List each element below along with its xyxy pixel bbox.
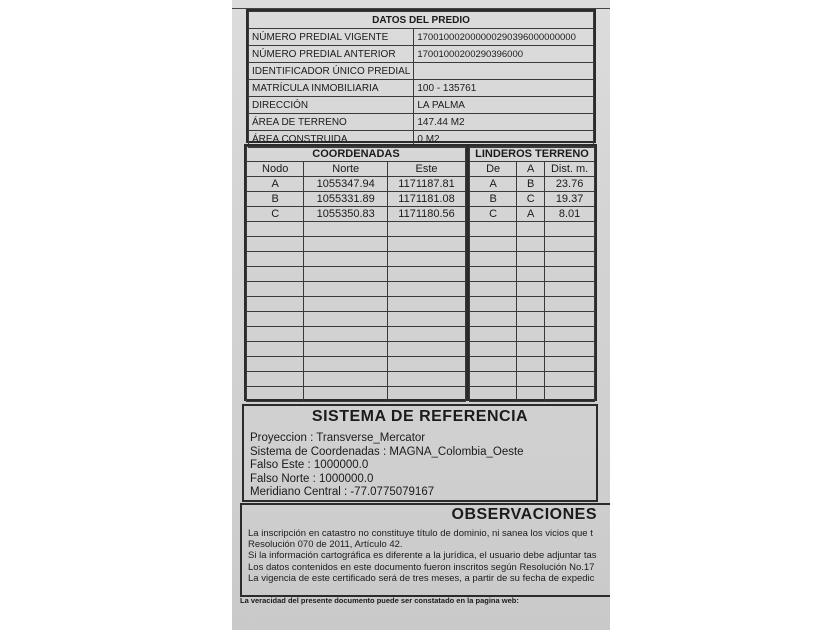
linderos-cell bbox=[545, 237, 595, 252]
linderos-cell: 8.01 bbox=[545, 207, 595, 222]
linderos-cell bbox=[470, 327, 517, 342]
predio-row bbox=[249, 97, 594, 114]
linderos-column-header: A bbox=[517, 162, 545, 177]
linderos-cell bbox=[470, 222, 517, 237]
coordenadas-cell bbox=[247, 282, 304, 297]
coordenadas-cell bbox=[388, 357, 466, 372]
upper-sheet-edge bbox=[232, 0, 610, 9]
coordenadas-cell bbox=[388, 297, 466, 312]
linderos-title: LINDEROS TERRENO bbox=[470, 147, 595, 162]
linderos-row bbox=[470, 282, 595, 297]
linderos-cell bbox=[545, 297, 595, 312]
footer-note: La veracidad del presente documento puede ser constatado en la pagina web: bbox=[240, 596, 519, 605]
linderos-cell: A bbox=[517, 207, 545, 222]
coordenadas-row bbox=[247, 207, 466, 222]
linderos-cell bbox=[545, 267, 595, 282]
coordenadas-cell bbox=[388, 387, 466, 402]
linderos-row bbox=[470, 327, 595, 342]
coordenadas-cell bbox=[304, 237, 388, 252]
predio-value: LA PALMA bbox=[414, 97, 594, 114]
coordenadas-cell bbox=[247, 327, 304, 342]
coordenadas-cell: 1055350.83 bbox=[304, 207, 388, 222]
coordenadas-cell bbox=[388, 237, 466, 252]
referencia-line: Falso Norte : 1000000.0 bbox=[250, 472, 374, 485]
linderos-cell bbox=[517, 222, 545, 237]
linderos-table bbox=[469, 146, 595, 402]
linderos-cell bbox=[470, 252, 517, 267]
coordenadas-cell bbox=[247, 297, 304, 312]
coordenadas-row bbox=[247, 222, 466, 237]
linderos-cell: A bbox=[470, 177, 517, 192]
predio-value: 17001000200290396000 bbox=[414, 46, 594, 63]
coordenadas-cell bbox=[388, 312, 466, 327]
observaciones-title: OBSERVACIONES bbox=[451, 506, 597, 523]
coordenadas-cell bbox=[304, 372, 388, 387]
linderos-cell bbox=[470, 237, 517, 252]
coordenadas-cell: 1171181.08 bbox=[388, 192, 466, 207]
linderos-cell bbox=[470, 357, 517, 372]
linderos-cell bbox=[517, 327, 545, 342]
linderos-cell bbox=[470, 297, 517, 312]
coordenadas-row bbox=[247, 192, 466, 207]
coordenadas-section bbox=[244, 144, 468, 401]
linderos-cell bbox=[517, 342, 545, 357]
predio-label: NÚMERO PREDIAL VIGENTE bbox=[249, 29, 414, 46]
linderos-cell bbox=[517, 372, 545, 387]
coordenadas-cell bbox=[304, 267, 388, 282]
linderos-cell bbox=[517, 252, 545, 267]
linderos-cell bbox=[470, 372, 517, 387]
predio-row bbox=[249, 80, 594, 97]
linderos-cell: C bbox=[470, 207, 517, 222]
coordenadas-cell bbox=[247, 387, 304, 402]
coordenadas-cell bbox=[247, 312, 304, 327]
linderos-cell bbox=[517, 267, 545, 282]
observacion-line: La vigencia de este certificado será de tres meses, a partir de su fecha de expedic bbox=[248, 572, 595, 584]
linderos-cell bbox=[545, 222, 595, 237]
predio-value: 147.44 M2 bbox=[414, 114, 594, 131]
linderos-column-header: De bbox=[470, 162, 517, 177]
linderos-cell: 23.76 bbox=[545, 177, 595, 192]
coordenadas-cell bbox=[304, 357, 388, 372]
linderos-cell bbox=[517, 282, 545, 297]
coordenadas-cell: B bbox=[247, 192, 304, 207]
coordenadas-cell: 1171187.81 bbox=[388, 177, 466, 192]
linderos-cell bbox=[545, 327, 595, 342]
predio-label: IDENTIFICADOR ÚNICO PREDIAL bbox=[249, 63, 414, 80]
coordenadas-cell bbox=[247, 342, 304, 357]
linderos-cell: C bbox=[517, 192, 545, 207]
linderos-cell bbox=[545, 312, 595, 327]
linderos-row bbox=[470, 267, 595, 282]
predio-value bbox=[414, 63, 594, 80]
coordenadas-title: COORDENADAS bbox=[247, 147, 466, 162]
linderos-row bbox=[470, 177, 595, 192]
coordenadas-row bbox=[247, 177, 466, 192]
coordenadas-cell bbox=[388, 267, 466, 282]
coordenadas-cell bbox=[247, 222, 304, 237]
datos-predio-table bbox=[248, 11, 594, 148]
coordenadas-cell bbox=[247, 267, 304, 282]
coordenadas-cell bbox=[247, 372, 304, 387]
coordenadas-row bbox=[247, 387, 466, 402]
linderos-row bbox=[470, 372, 595, 387]
observaciones-section bbox=[240, 503, 610, 597]
coordenadas-row bbox=[247, 357, 466, 372]
background-right bbox=[610, 0, 840, 630]
coordenadas-row bbox=[247, 327, 466, 342]
linderos-cell bbox=[517, 237, 545, 252]
linderos-cell bbox=[517, 387, 545, 402]
coordenadas-row bbox=[247, 237, 466, 252]
linderos-cell bbox=[517, 312, 545, 327]
linderos-cell bbox=[470, 267, 517, 282]
predio-label: DIRECCIÓN bbox=[249, 97, 414, 114]
linderos-cell bbox=[470, 282, 517, 297]
coordenadas-column-header: Este bbox=[388, 162, 466, 177]
linderos-row bbox=[470, 312, 595, 327]
predio-label: ÁREA DE TERRENO bbox=[249, 114, 414, 131]
linderos-cell bbox=[470, 312, 517, 327]
datos-predio-title: DATOS DEL PREDIO bbox=[249, 12, 594, 29]
coordenadas-cell: 1171180.56 bbox=[388, 207, 466, 222]
coordenadas-cell bbox=[304, 327, 388, 342]
coordenadas-cell: 1055331.89 bbox=[304, 192, 388, 207]
observacion-line: Si la información cartográfica es diferente a la jurídica, el usuario debe adjuntar tas bbox=[248, 550, 597, 562]
predio-label: MATRÍCULA INMOBILIARIA bbox=[249, 80, 414, 97]
coordenadas-row bbox=[247, 372, 466, 387]
referencia-line: Falso Este : 1000000.0 bbox=[250, 459, 369, 471]
background-left bbox=[0, 0, 232, 630]
predio-value: 100 - 135761 bbox=[414, 80, 594, 97]
predio-row bbox=[249, 46, 594, 63]
coordenadas-cell: 1055347.94 bbox=[304, 177, 388, 192]
linderos-section bbox=[467, 144, 597, 401]
linderos-row bbox=[470, 207, 595, 222]
predio-row bbox=[249, 29, 594, 46]
predio-label: NÚMERO PREDIAL ANTERIOR bbox=[249, 46, 414, 63]
coordenadas-column-header: Nodo bbox=[247, 162, 304, 177]
coordenadas-cell bbox=[388, 222, 466, 237]
sistema-referencia-section bbox=[242, 404, 598, 502]
referencia-line: Proyeccion : Transverse_Mercator bbox=[250, 432, 426, 444]
coordenadas-row bbox=[247, 312, 466, 327]
coordenadas-cell bbox=[304, 222, 388, 237]
linderos-cell: B bbox=[517, 177, 545, 192]
sistema-referencia-title: SISTEMA DE REFERENCIA bbox=[311, 408, 529, 425]
linderos-row bbox=[470, 252, 595, 267]
datos-predio-section bbox=[246, 9, 596, 143]
coordenadas-cell bbox=[247, 252, 304, 267]
linderos-cell bbox=[517, 357, 545, 372]
linderos-cell bbox=[545, 372, 595, 387]
linderos-column-header: Dist. m. bbox=[545, 162, 595, 177]
coordenadas-cell bbox=[304, 252, 388, 267]
linderos-row bbox=[470, 222, 595, 237]
linderos-cell bbox=[545, 252, 595, 267]
certificate-document bbox=[232, 0, 610, 630]
coordenadas-cell bbox=[247, 357, 304, 372]
linderos-cell bbox=[545, 342, 595, 357]
linderos-row bbox=[470, 297, 595, 312]
coordenadas-cell bbox=[388, 327, 466, 342]
coordenadas-cell bbox=[304, 342, 388, 357]
coordenadas-row bbox=[247, 252, 466, 267]
coordenadas-row bbox=[247, 282, 466, 297]
coordenadas-cell: C bbox=[247, 207, 304, 222]
referencia-line: Meridiano Central : -77.0775079167 bbox=[250, 486, 435, 498]
predio-value: 0 M2 bbox=[414, 131, 594, 148]
coordenadas-table bbox=[246, 146, 466, 402]
linderos-row bbox=[470, 387, 595, 402]
predio-label: ÁREA CONSTRUIDA bbox=[249, 131, 414, 148]
coordenadas-cell bbox=[304, 387, 388, 402]
linderos-row bbox=[470, 237, 595, 252]
coordenadas-cell bbox=[388, 282, 466, 297]
coordenadas-cell bbox=[304, 282, 388, 297]
linderos-cell bbox=[470, 342, 517, 357]
coordenadas-row bbox=[247, 297, 466, 312]
coordenadas-row bbox=[247, 342, 466, 357]
coordenadas-cell bbox=[247, 237, 304, 252]
linderos-cell bbox=[545, 357, 595, 372]
observacion-line: Resolución 070 de 2011, Artículo 42. bbox=[248, 539, 403, 551]
predio-row bbox=[249, 63, 594, 80]
coordenadas-cell bbox=[304, 312, 388, 327]
coordenadas-row bbox=[247, 267, 466, 282]
linderos-cell: 19.37 bbox=[545, 192, 595, 207]
coordenadas-column-header: Norte bbox=[304, 162, 388, 177]
observacion-line: La inscripción en catastro no constituye título de dominio, ni sanea los vicios que t bbox=[248, 528, 593, 539]
coordenadas-cell bbox=[388, 342, 466, 357]
linderos-row bbox=[470, 342, 595, 357]
coordenadas-cell: A bbox=[247, 177, 304, 192]
coordenadas-cell bbox=[388, 372, 466, 387]
observacion-line: Los datos contenidos en este documento fueron inscritos según Resolución No.17 bbox=[248, 561, 595, 573]
coordenadas-cell bbox=[304, 297, 388, 312]
referencia-line: Sistema de Coordenadas : MAGNA_Colombia_Oeste bbox=[250, 445, 524, 458]
predio-row bbox=[249, 114, 594, 131]
linderos-row bbox=[470, 357, 595, 372]
linderos-cell bbox=[517, 297, 545, 312]
linderos-cell bbox=[545, 282, 595, 297]
linderos-row bbox=[470, 192, 595, 207]
linderos-cell bbox=[545, 387, 595, 402]
linderos-cell bbox=[470, 387, 517, 402]
linderos-cell: B bbox=[470, 192, 517, 207]
coordenadas-cell bbox=[388, 252, 466, 267]
predio-value: 170010002000000290396000000000 bbox=[414, 29, 594, 46]
